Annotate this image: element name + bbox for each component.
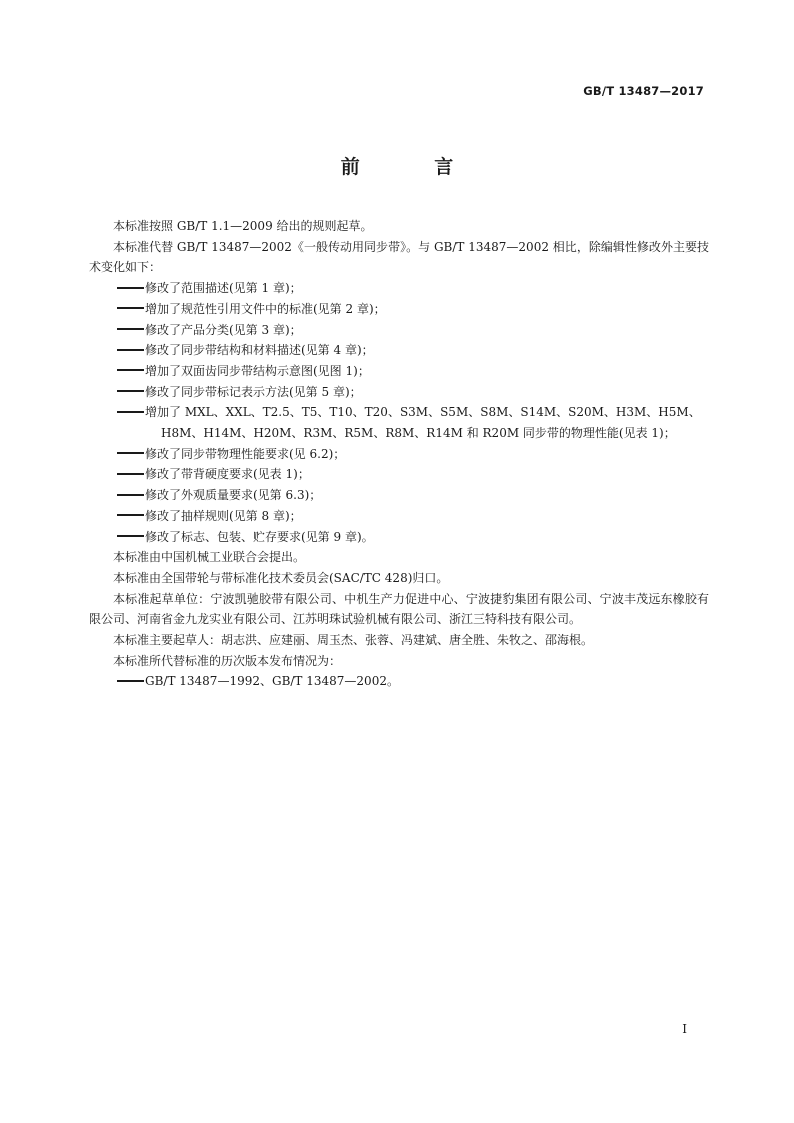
dash-mark — [117, 287, 144, 289]
change-item: 修改了标志、包装、贮存要求(见第 9 章)。 — [89, 527, 709, 548]
dash-mark — [117, 411, 144, 413]
dash-mark — [117, 307, 144, 309]
dash-mark — [117, 349, 144, 351]
dash-mark — [117, 390, 144, 392]
paragraph-drafters: 本标准主要起草人：胡志洪、应建丽、周玉杰、张蓉、冯建斌、唐全胜、朱牧之、邵海根。 — [113, 633, 594, 648]
dash-mark — [117, 535, 144, 537]
standard-code: GB/T 13487—2017 — [583, 84, 704, 98]
dash-mark — [117, 494, 144, 496]
paragraph-history-intro: 本标准所代替标准的历次版本发布情况为： — [113, 653, 342, 668]
change-item: 修改了外观质量要求(见第 6.3)； — [89, 485, 709, 506]
history-item: GB/T 13487—1992、GB/T 13487—2002。 — [89, 671, 709, 692]
change-item: 修改了范围描述(见第 1 章)； — [89, 278, 709, 299]
change-item: 修改了同步带标记表示方法(见第 5 章)； — [89, 382, 709, 403]
paragraph-proposer: 本标准由中国机械工业联合会提出。 — [113, 550, 306, 565]
change-item: 修改了同步带结构和材料描述(见第 4 章)； — [89, 340, 709, 361]
dash-mark — [117, 369, 144, 371]
foreword-body — [89, 216, 709, 692]
dash-mark — [117, 328, 144, 330]
change-item: 修改了带背硬度要求(见表 1)； — [89, 464, 709, 485]
page-number: I — [682, 1022, 687, 1036]
dash-mark — [117, 680, 144, 682]
paragraph-committee: 本标准由全国带轮与带标准化技术委员会(SAC/TC 428)归口。 — [113, 570, 449, 585]
change-item: 修改了同步带物理性能要求(见 6.2)； — [89, 444, 709, 465]
paragraph-drafting-rule: 本标准按照 GB/T 1.1—2009 给出的规则起草。 — [113, 219, 373, 233]
dash-mark — [117, 514, 144, 516]
paragraph-drafting-units: 本标准起草单位：宁波凯驰胶带有限公司、中机生产力促进中心、宁波捷豹集团有限公司、宁波丰茂远东橡胶有限公司、河南省金九龙实业有限公司、江苏明珠试验机械有限公司、浙江三特科技有限公司。 — [89, 591, 709, 627]
dash-mark — [117, 473, 144, 475]
page-title: 前 言 — [340, 156, 488, 178]
changes-list — [89, 278, 709, 547]
change-item: 增加了双面齿同步带结构示意图(见图 1)； — [89, 361, 709, 382]
dash-mark — [117, 452, 144, 454]
paragraph-replacement-note: 本标准代替 GB/T 13487—2002《一般传动用同步带》。与 GB/T 13487—2002 相比，除编辑性修改外主要技术变化如下： — [89, 239, 709, 275]
change-item: 增加了规范性引用文件中的标准(见第 2 章)； — [89, 299, 709, 320]
change-item: 修改了抽样规则(见第 8 章)； — [89, 506, 709, 527]
change-item: 修改了产品分类(见第 3 章)； — [89, 320, 709, 341]
change-item: 增加了 MXL、XXL、T2.5、T5、T10、T20、S3M、S5M、S8M、S14M、S20M、H3M、H5M、H8M、H14M、H20M、R3M、R5M、R8M、R14M 和 R20M 同步带的物理性能(见表 1)； — [89, 402, 709, 443]
